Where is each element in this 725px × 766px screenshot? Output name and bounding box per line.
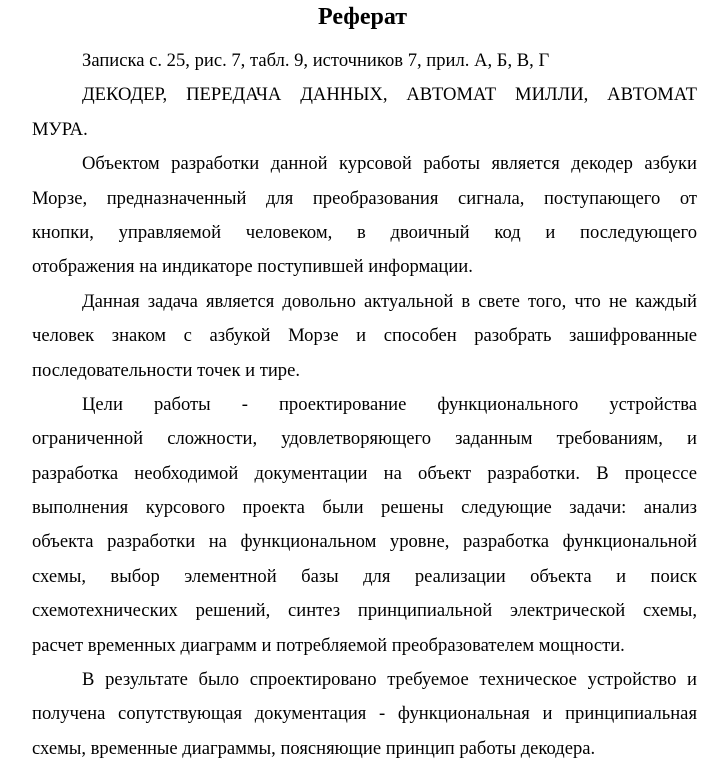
paragraph-line: разработка необходимой документации на объект разработки. В процессе [32,462,697,484]
paragraph [32,663,697,766]
paragraph-line: В результате было спроектировано требуемое техническое устройство и [82,669,697,691]
paragraph-line: кнопки, управляемой человеком, в двоичный код и последующего [32,221,697,243]
paragraph-line: ограниченной сложности, удовлетворяющего заданным требованиям, и [32,428,697,450]
paragraph [32,44,697,78]
paragraph-line: человек знаком с азбукой Морзе и способен разобрать зашифрованные [32,325,697,347]
paragraph [32,388,697,663]
paragraph-line: расчет временных диаграмм и потребляемой преобразователем мощности. [32,634,625,656]
paragraph-line: Объектом разработки данной курсовой работы является декодер азбуки [82,153,697,175]
paragraph-line: получена сопутствующая документация - функциональная и принципиальная [32,703,697,725]
paragraph-line: схемы, временные диаграммы, поясняющие принцип работы декодера. [32,737,596,759]
paragraph-line: последовательности точек и тире. [32,359,300,381]
document-body [32,44,697,766]
paragraph [32,285,697,388]
paragraph-line: схемы, выбор элементной базы для реализации объекта и поиск [32,565,697,587]
paragraph [32,147,697,285]
paragraph-line: Морзе, предназначенный для преобразования сигнала, поступающего от [32,187,697,209]
paragraph-line: Данная задача является довольно актуальной в свете того, что не каждый [82,290,697,312]
page-title: Реферат [317,4,408,30]
paragraph [32,78,697,147]
paragraph-line: схемотехнических решений, синтез принципиальной электрической схемы, [32,600,697,622]
paragraph-line: отображения на индикаторе поступившей информации. [32,256,473,278]
paragraph-line: Записка с. 25, рис. 7, табл. 9, источников 7, прил. А, Б, В, Г [82,50,550,71]
paragraph-line: ДЕКОДЕР, ПЕРЕДАЧА ДАННЫХ, АВТОМАТ МИЛЛИ, АВТОМАТ [82,84,697,106]
paragraph-line: выполнения курсового проекта были решены следующие задачи: анализ [32,497,697,519]
paragraph-line: МУРА. [32,118,88,140]
paragraph-line: Цели работы - проектирование функционального устройства [82,393,697,415]
paragraph-line: объекта разработки на функциональном уровне, разработка функциональной [32,531,697,553]
